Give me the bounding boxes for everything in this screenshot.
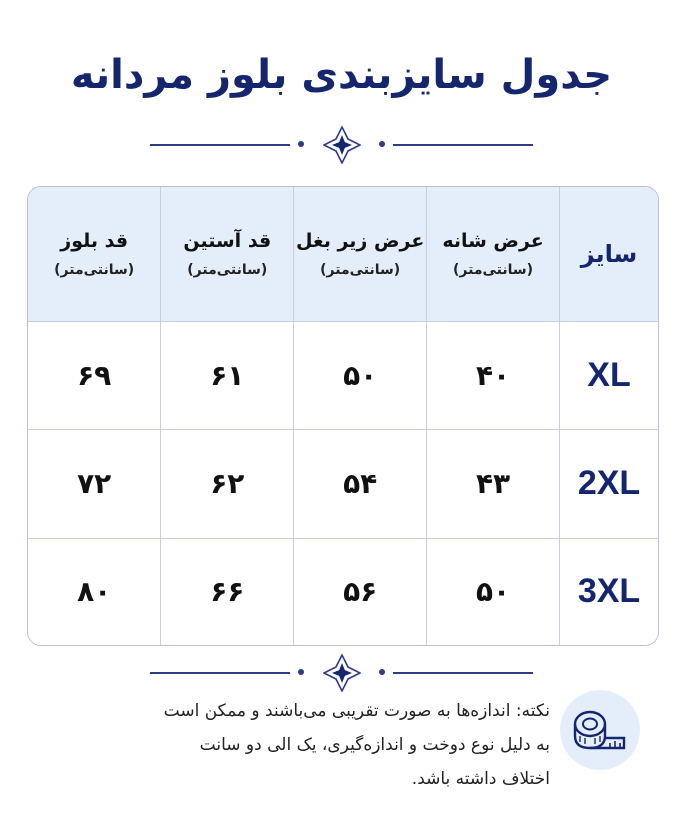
table-row (28, 538, 658, 645)
measuring-tape-icon (560, 690, 640, 770)
note-line-3: اختلاف داشته باشد. (411, 769, 550, 789)
note-line-2: به دلیل نوع دوخت و اندازه‌گیری، یک الی دو سانت (199, 735, 550, 755)
sleeve-cell: ۶۱ (161, 322, 294, 430)
size-cell: XL (560, 322, 659, 430)
header-length-unit: (سانتی‌متر) (54, 262, 135, 278)
size-cell: 2XL (560, 430, 659, 538)
header-chest-unit: (سانتی‌متر) (320, 262, 401, 278)
header-sleeve-label: قد آستین (183, 230, 272, 252)
header-chest (294, 187, 427, 322)
header-sleeve (161, 187, 294, 322)
top-divider (150, 134, 533, 156)
bottom-divider (150, 662, 533, 684)
sleeve-cell: ۶۲ (161, 430, 294, 538)
length-cell: ۷۲ (28, 430, 161, 538)
note-text (60, 694, 550, 796)
chest-cell: ۵۰ (294, 322, 427, 430)
header-sleeve-unit: (سانتی‌متر) (187, 262, 268, 278)
shoulder-cell: ۵۰ (427, 538, 560, 645)
header-length-label: قد بلوز (60, 230, 129, 252)
header-shoulder (427, 187, 560, 322)
sleeve-cell: ۶۶ (161, 538, 294, 645)
shoulder-cell: ۴۳ (427, 430, 560, 538)
table-row (28, 430, 658, 538)
header-size-label: سایز (580, 240, 638, 268)
note-line-1: نکته: اندازه‌ها به صورت تقریبی می‌باشند و ممکن است (163, 701, 550, 721)
size-cell: 3XL (560, 538, 659, 645)
table-header-row (28, 187, 658, 322)
size-table (27, 186, 659, 646)
page-title: جدول سایزبندی بلوز مردانه (70, 52, 613, 98)
header-shoulder-unit: (سانتی‌متر) (453, 262, 534, 278)
header-chest-label: عرض زیر بغل (296, 230, 425, 252)
header-shoulder-label: عرض شانه (442, 230, 544, 252)
table-row (28, 322, 658, 430)
measuring-tape-badge (560, 690, 640, 770)
length-cell: ۸۰ (28, 538, 161, 645)
header-size (560, 187, 659, 322)
length-cell: ۶۹ (28, 322, 161, 430)
chest-cell: ۵۴ (294, 430, 427, 538)
shoulder-cell: ۴۰ (427, 322, 560, 430)
diamond-ornament-icon (323, 126, 361, 164)
diamond-ornament-icon (323, 654, 361, 692)
chest-cell: ۵۶ (294, 538, 427, 645)
header-length (28, 187, 161, 322)
